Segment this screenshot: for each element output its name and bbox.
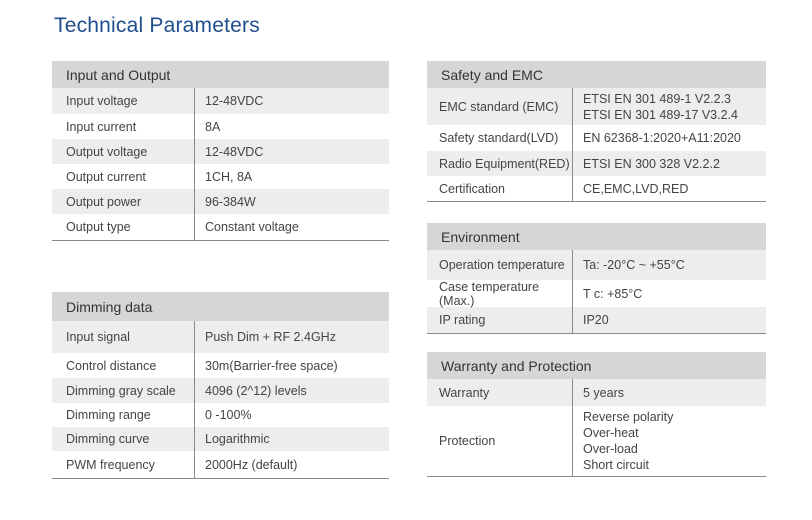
value-line: Short circuit (583, 458, 649, 472)
row-value: Ta: -20°C ~ +55°C (583, 258, 685, 272)
row-label: Safety standard(LVD) (427, 125, 573, 151)
table-row (52, 88, 389, 114)
row-label: Output type (52, 214, 195, 240)
safety-emc-section (427, 61, 766, 202)
row-value: 8A (205, 119, 221, 134)
row-label: Radio Equipment(RED) (427, 151, 573, 176)
section-heading: Safety and EMC (427, 61, 766, 88)
row-label: Warranty (427, 379, 573, 406)
table-row (427, 379, 766, 406)
table-row (52, 403, 389, 427)
row-label: Input voltage (52, 88, 195, 114)
warranty-protection-section (427, 352, 766, 477)
table-row (52, 378, 389, 403)
table-row (52, 114, 389, 139)
value-line: ETSI EN 301 489-1 V2.2.3 (583, 91, 732, 106)
section-heading: Environment (427, 223, 766, 250)
table-row (52, 451, 389, 478)
row-value: Push Dim + RF 2.4GHz (205, 330, 336, 344)
table-row (427, 88, 766, 125)
row-value (573, 406, 673, 476)
table-row (52, 214, 389, 240)
table-row (52, 189, 389, 214)
section-heading: Warranty and Protection (427, 352, 766, 379)
table-row (427, 151, 766, 176)
row-value: 12-48VDC (205, 94, 264, 108)
value-line: ETSI EN 301 489-17 V3.2.4 (583, 107, 738, 122)
row-label: Dimming curve (52, 427, 195, 451)
row-value: 1CH, 8A (205, 169, 253, 184)
row-label: IP rating (427, 307, 573, 333)
input-output-section (52, 61, 389, 241)
environment-section (427, 223, 766, 334)
table-row (427, 176, 766, 201)
table-row (52, 139, 389, 164)
table-row (52, 164, 389, 189)
row-value: 12-48VDC (205, 144, 264, 159)
row-label: Output voltage (52, 139, 195, 164)
dimming-section (52, 292, 389, 479)
row-value: Constant voltage (205, 220, 299, 234)
row-value: 30m(Barrier-free space) (205, 358, 338, 373)
section-heading: Dimming data (52, 292, 389, 321)
row-label: Output power (52, 189, 195, 214)
row-label: Protection (427, 406, 573, 476)
table-row (427, 125, 766, 151)
row-label: Operation temperature (427, 250, 573, 280)
value-line: Over-heat (583, 426, 639, 440)
table-row (427, 307, 766, 333)
row-label: Dimming gray scale (52, 378, 195, 403)
row-value: CE,EMC,LVD,RED (583, 181, 689, 196)
row-value: 96-384W (205, 194, 256, 209)
row-label: Control distance (52, 353, 195, 378)
row-value: EN 62368-1:2020+A11:2020 (583, 131, 741, 145)
page-title: Technical Parameters (54, 14, 260, 37)
row-value: IP20 (583, 313, 609, 327)
row-label: Dimming range (52, 403, 195, 427)
row-label: Input current (52, 114, 195, 139)
table-row (427, 406, 766, 476)
table-row (52, 353, 389, 378)
value-line: Reverse polarity (583, 410, 674, 424)
row-value: ETSI EN 300 328 V2.2.2 (583, 156, 720, 171)
row-value: T c: +85°C (583, 286, 643, 301)
row-value (573, 88, 738, 125)
row-label: PWM frequency (52, 451, 195, 478)
row-label: Certification (427, 176, 573, 201)
row-value: 5 years (583, 385, 624, 400)
value-line: Over-load (583, 442, 638, 456)
row-value: 0 -100% (205, 408, 252, 422)
row-label: EMC standard (EMC) (427, 88, 573, 125)
row-label: Input signal (52, 321, 195, 353)
table-row (52, 321, 389, 353)
table-row (427, 250, 766, 280)
row-label: Case temperature (Max.) (427, 280, 573, 307)
table-row (52, 427, 389, 451)
row-label: Output current (52, 164, 195, 189)
row-value: Logarithmic (205, 432, 270, 446)
section-heading: Input and Output (52, 61, 389, 88)
table-row (427, 280, 766, 307)
row-value: 4096 (2^12) levels (205, 383, 307, 398)
row-value: 2000Hz (default) (205, 457, 298, 472)
